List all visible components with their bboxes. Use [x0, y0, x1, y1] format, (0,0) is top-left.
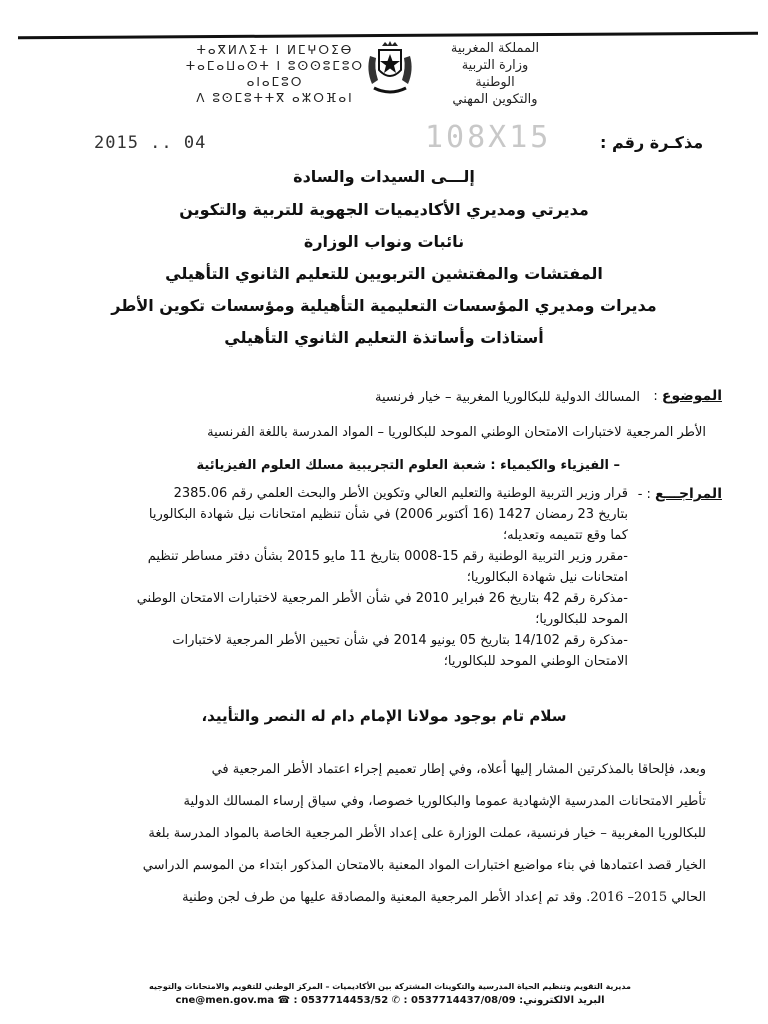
reference-item: بتاريخ 23 رمضان 1427 (16 أكتوبر 2006) في شأن تنظيم امتحانات نيل شهادة البكالوريا — [148, 507, 628, 522]
body-line: الخيار قصد اعتمادها في بناء مواضيع اختبارات المواد المعنية بالامتحان المذكور ابتداء من الموسم الدراسي — [142, 858, 706, 873]
memo-number-label: مذكـرة رقم : — [600, 133, 704, 152]
memo-number-stamp: 108X15 — [425, 120, 552, 155]
subject-line: الأطر المرجعية لاختبارات الامتحان الوطني الموحد للبكالوريا – المواد المدرسة باللغة الفرنسية — [207, 425, 706, 440]
tifinagh-line: ⵜⴰⴳⵍⴷⵉⵜ ⵏ ⵍⵎⵖⵔⵉⴱ — [196, 43, 354, 57]
addressee-line: المفتشات والمفتشين التربويين للتعليم الثانوي التأهيلي — [165, 264, 603, 283]
tifinagh-ministry-name — [180, 42, 370, 106]
body-line: الحالي 2015– 2016. وقد تم إعداد الأطر المرجعية المعنية والمصادقة عليها من طرف لجن وطنية — [182, 890, 706, 905]
header-rule — [18, 32, 758, 40]
greeting: سلام تام بوجود مولانا الإمام دام له النصر والتأييد، — [201, 707, 567, 725]
subject-label: الموضوع : — [653, 388, 722, 404]
tifinagh-line: ⵜⴰⵎⴰⵡⴰⵙⵜ ⵏ ⵓⵙⵙⵓⵎⵓⵔ ⴰⵏⴰⵎⵓⵔ — [185, 59, 365, 89]
references-label: المراجـــع : - — [637, 486, 722, 502]
reference-item: قرار وزير التربية الوطنية والتعليم العالي وتكوين الأطر والبحث العلمي رقم 2385.06 — [173, 486, 628, 501]
ministry-name — [440, 40, 550, 108]
footer-contact: البريد الالكتروني: cne@men.gov.ma ☎ : 0537714453/52 ✆ : 0537714437/08/09 — [175, 995, 605, 1006]
reference-item: -مقرر وزير التربية الوطنية رقم 15-0008 بتاريخ 11 مايو 2015 بشأن دفتر مساطر تنظيم — [147, 549, 628, 564]
royal-coat-of-arms-icon — [362, 40, 418, 98]
body-line: تأطير الامتحانات المدرسية الإشهادية عموما والبكالوريا خصوصا، وفي سياق إرساء المسالك الدولية — [183, 794, 706, 809]
addressee-line: مديرات ومديري المؤسسات التعليمية التأهيلية ومؤسسات تكوين الأطر — [111, 296, 657, 315]
addressee-greeting: إلـــى السيدات والسادة — [293, 167, 475, 186]
subject-line: – الفيزياء والكيمياء : شعبة العلوم التجريبية مسلك العلوم الفيزيائية — [196, 458, 620, 473]
reference-item: -مذكرة رقم 42 بتاريخ 26 فبراير 2010 في شأن الأطر المرجعية لاختبارات الامتحان الوطني — [136, 591, 628, 606]
reference-item: الموحد للبكالوريا؛ — [535, 612, 628, 627]
reference-item: -مذكرة رقم 14/102 بتاريخ 05 يونيو 2014 في شأن تحيين الأطر المرجعية لاختبارات — [172, 633, 628, 648]
reference-item: الامتحان الوطني الموحد للبكالوريا؛ — [443, 654, 628, 669]
ministry-line: المملكة المغربية — [450, 41, 540, 56]
tifinagh-line: ⴷ ⵓⵙⵎⵓⵜⵜⴳ ⴰⵣⵔⴼⴰⵏ — [196, 91, 354, 105]
addressee-line: نائبات ونواب الوزارة — [303, 232, 465, 251]
ministry-line: والتكوين المهني — [452, 92, 538, 107]
ministry-line: وزارة التربية الوطنية — [461, 58, 529, 90]
addressee-line: مديرتي ومديري الأكاديميات الجهوية للتربية والتكوين — [179, 200, 589, 219]
body-line: وبعد، فإلحاقا بالمذكرتين المشار إليها أعلاه، وفي إطار تعميم إجراء اعتماد الأطر المرجعية في — [211, 762, 706, 777]
memo-date-stamp: 2015 .. 04 — [94, 133, 207, 153]
addressee-line: أستاذات وأساتذة التعليم الثانوي التأهيلي — [224, 328, 544, 347]
footer-organization: مديرية التقويم وتنظيم الحياة المدرسية والتكوينات المشتركة بين الأكاديميات – المركز الوطني للتقويم والامتحانات والتوجيه — [149, 982, 631, 991]
reference-item: امتحانات نيل شهادة البكالوريا؛ — [466, 570, 628, 585]
reference-item: كما وقع تتميمه وتعديله؛ — [503, 528, 628, 543]
body-line: للبكالوريا المغربية – خيار فرنسية، عملت الوزارة على إعداد الأطر المرجعية الخاصة بالمواد المدرسة بلغة — [148, 826, 706, 841]
subject-line: المسالك الدولية للبكالوريا المغربية – خيار فرنسية — [375, 390, 640, 405]
